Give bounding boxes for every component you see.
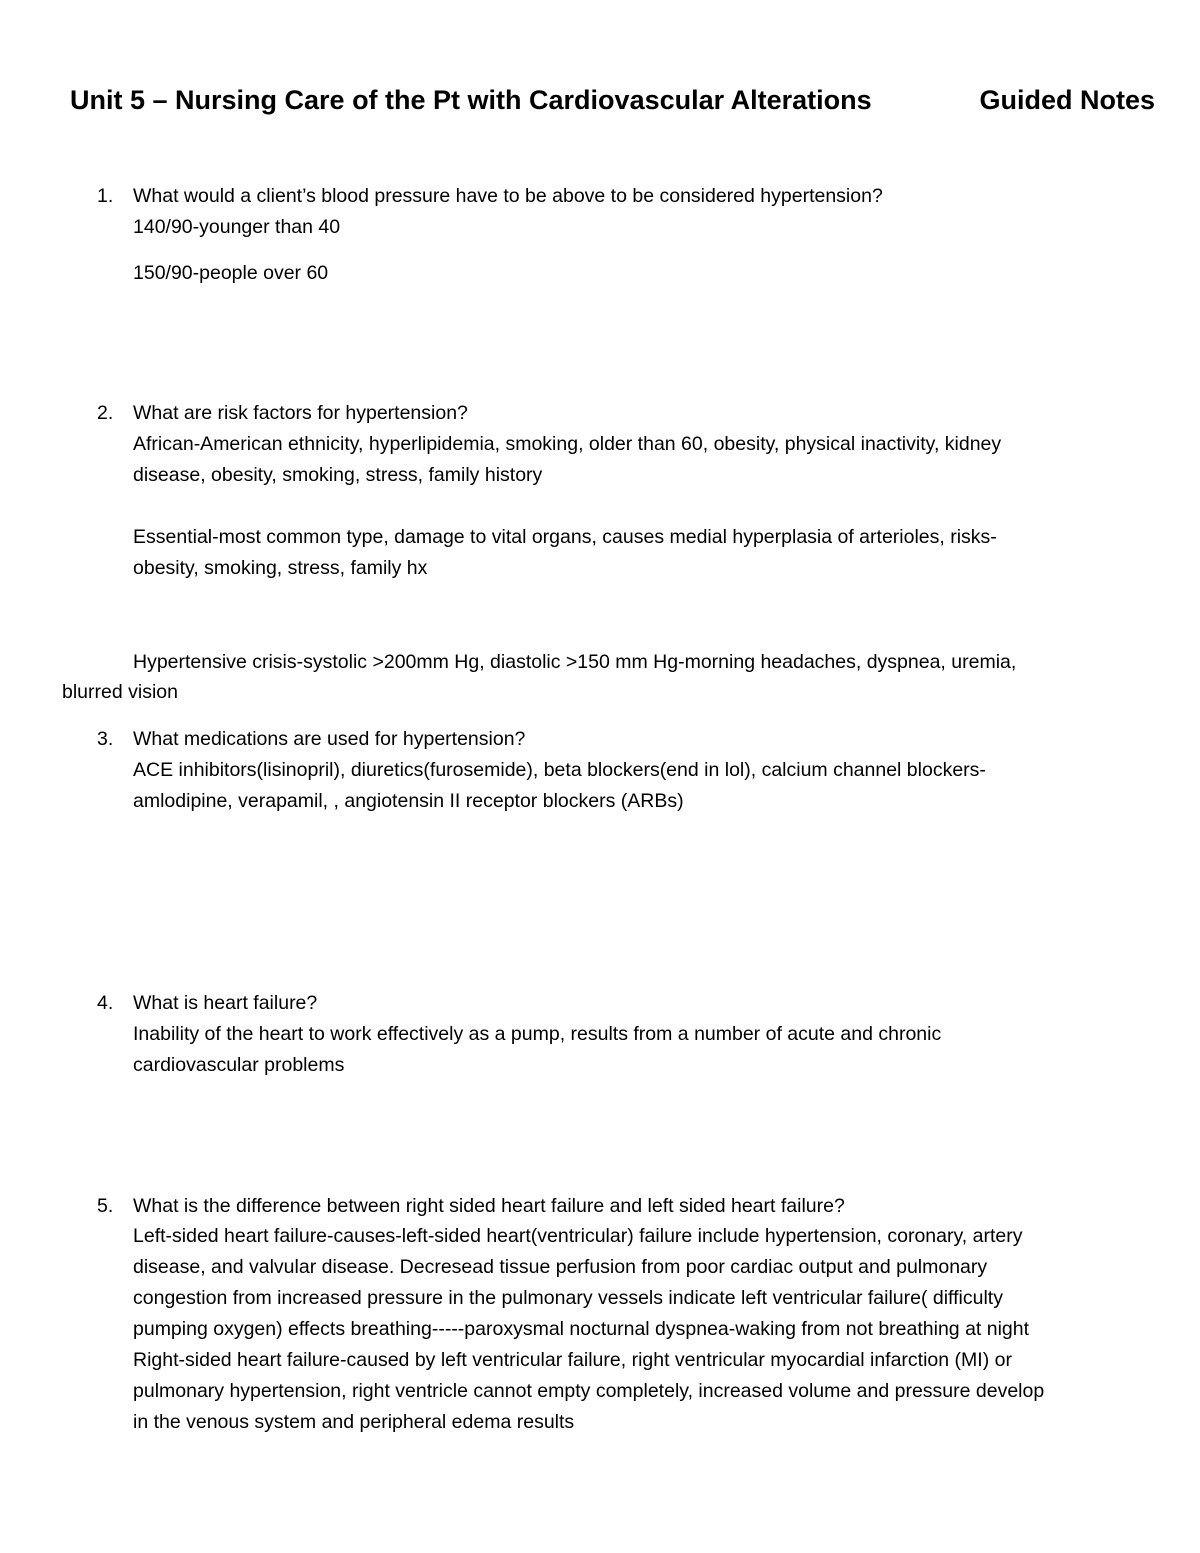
answer-line: Essential-most common type, damage to vital organs, causes medial hyperplasia of arterioles, risks- (133, 526, 997, 548)
question-5: What is the difference between right sided heart failure and left sided heart failure? (133, 1195, 845, 1217)
page-title: Unit 5 – Nursing Care of the Pt with Cardiovascular Alterations (70, 85, 872, 115)
answer-line: pumping oxygen) effects breathing-----paroxysmal nocturnal dyspnea-waking from not breathing at night (133, 1318, 1030, 1340)
item-number: 5. (97, 1195, 114, 1217)
answer-line: cardiovascular problems (133, 1054, 345, 1076)
answer-line: 150/90-people over 60 (133, 262, 329, 284)
question-2: What are risk factors for hypertension? (133, 402, 468, 424)
answer-line: ACE inhibitors(lisinopril), diuretics(furosemide), beta blockers(end in lol), calcium channel blockers- (133, 759, 986, 781)
answer-line: Right-sided heart failure-caused by left ventricular failure, right ventricular myocardial infarction (MI) or (133, 1349, 1012, 1371)
answer-line: obesity, smoking, stress, family hx (133, 557, 428, 579)
answer-line: Left-sided heart failure-causes-left-sided heart(ventricular) failure include hypertension, coronary, artery (133, 1225, 1023, 1247)
item-number: 3. (97, 728, 114, 750)
answer-line: African-American ethnicity, hyperlipidemia, smoking, older than 60, obesity, physical inactivity, kidney (133, 433, 1002, 455)
answer-line: Inability of the heart to work effectively as a pump, results from a number of acute and chronic (133, 1023, 942, 1045)
answer-line: Hypertensive crisis-systolic >200mm Hg, diastolic >150 mm Hg-morning headaches, dyspnea, uremia, (133, 651, 1017, 673)
answer-line: congestion from increased pressure in the pulmonary vessels indicate left ventricular failure( difficulty (133, 1287, 1003, 1309)
item-number: 4. (97, 992, 114, 1014)
guided-notes-label: Guided Notes (979, 85, 1155, 115)
answer-line: in the venous system and peripheral edema results (133, 1411, 575, 1433)
question-1: What would a client’s blood pressure have to be above to be considered hypertension? (133, 185, 883, 207)
answer-line: disease, and valvular disease. Decresead tissue perfusion from poor cardiac output and pulmonary (133, 1256, 988, 1278)
answer-line: blurred vision (62, 681, 178, 703)
item-number: 2. (97, 402, 114, 424)
answer-line: pulmonary hypertension, right ventricle cannot empty completely, increased volume and pressure develop (133, 1380, 1045, 1402)
item-number: 1. (97, 185, 114, 207)
answer-line: amlodipine, verapamil, , angiotensin II receptor blockers (ARBs) (133, 790, 684, 812)
answer-line: disease, obesity, smoking, stress, family history (133, 464, 543, 486)
question-3: What medications are used for hypertension? (133, 728, 526, 750)
question-4: What is heart failure? (133, 992, 318, 1014)
answer-line: 140/90-younger than 40 (133, 216, 341, 238)
